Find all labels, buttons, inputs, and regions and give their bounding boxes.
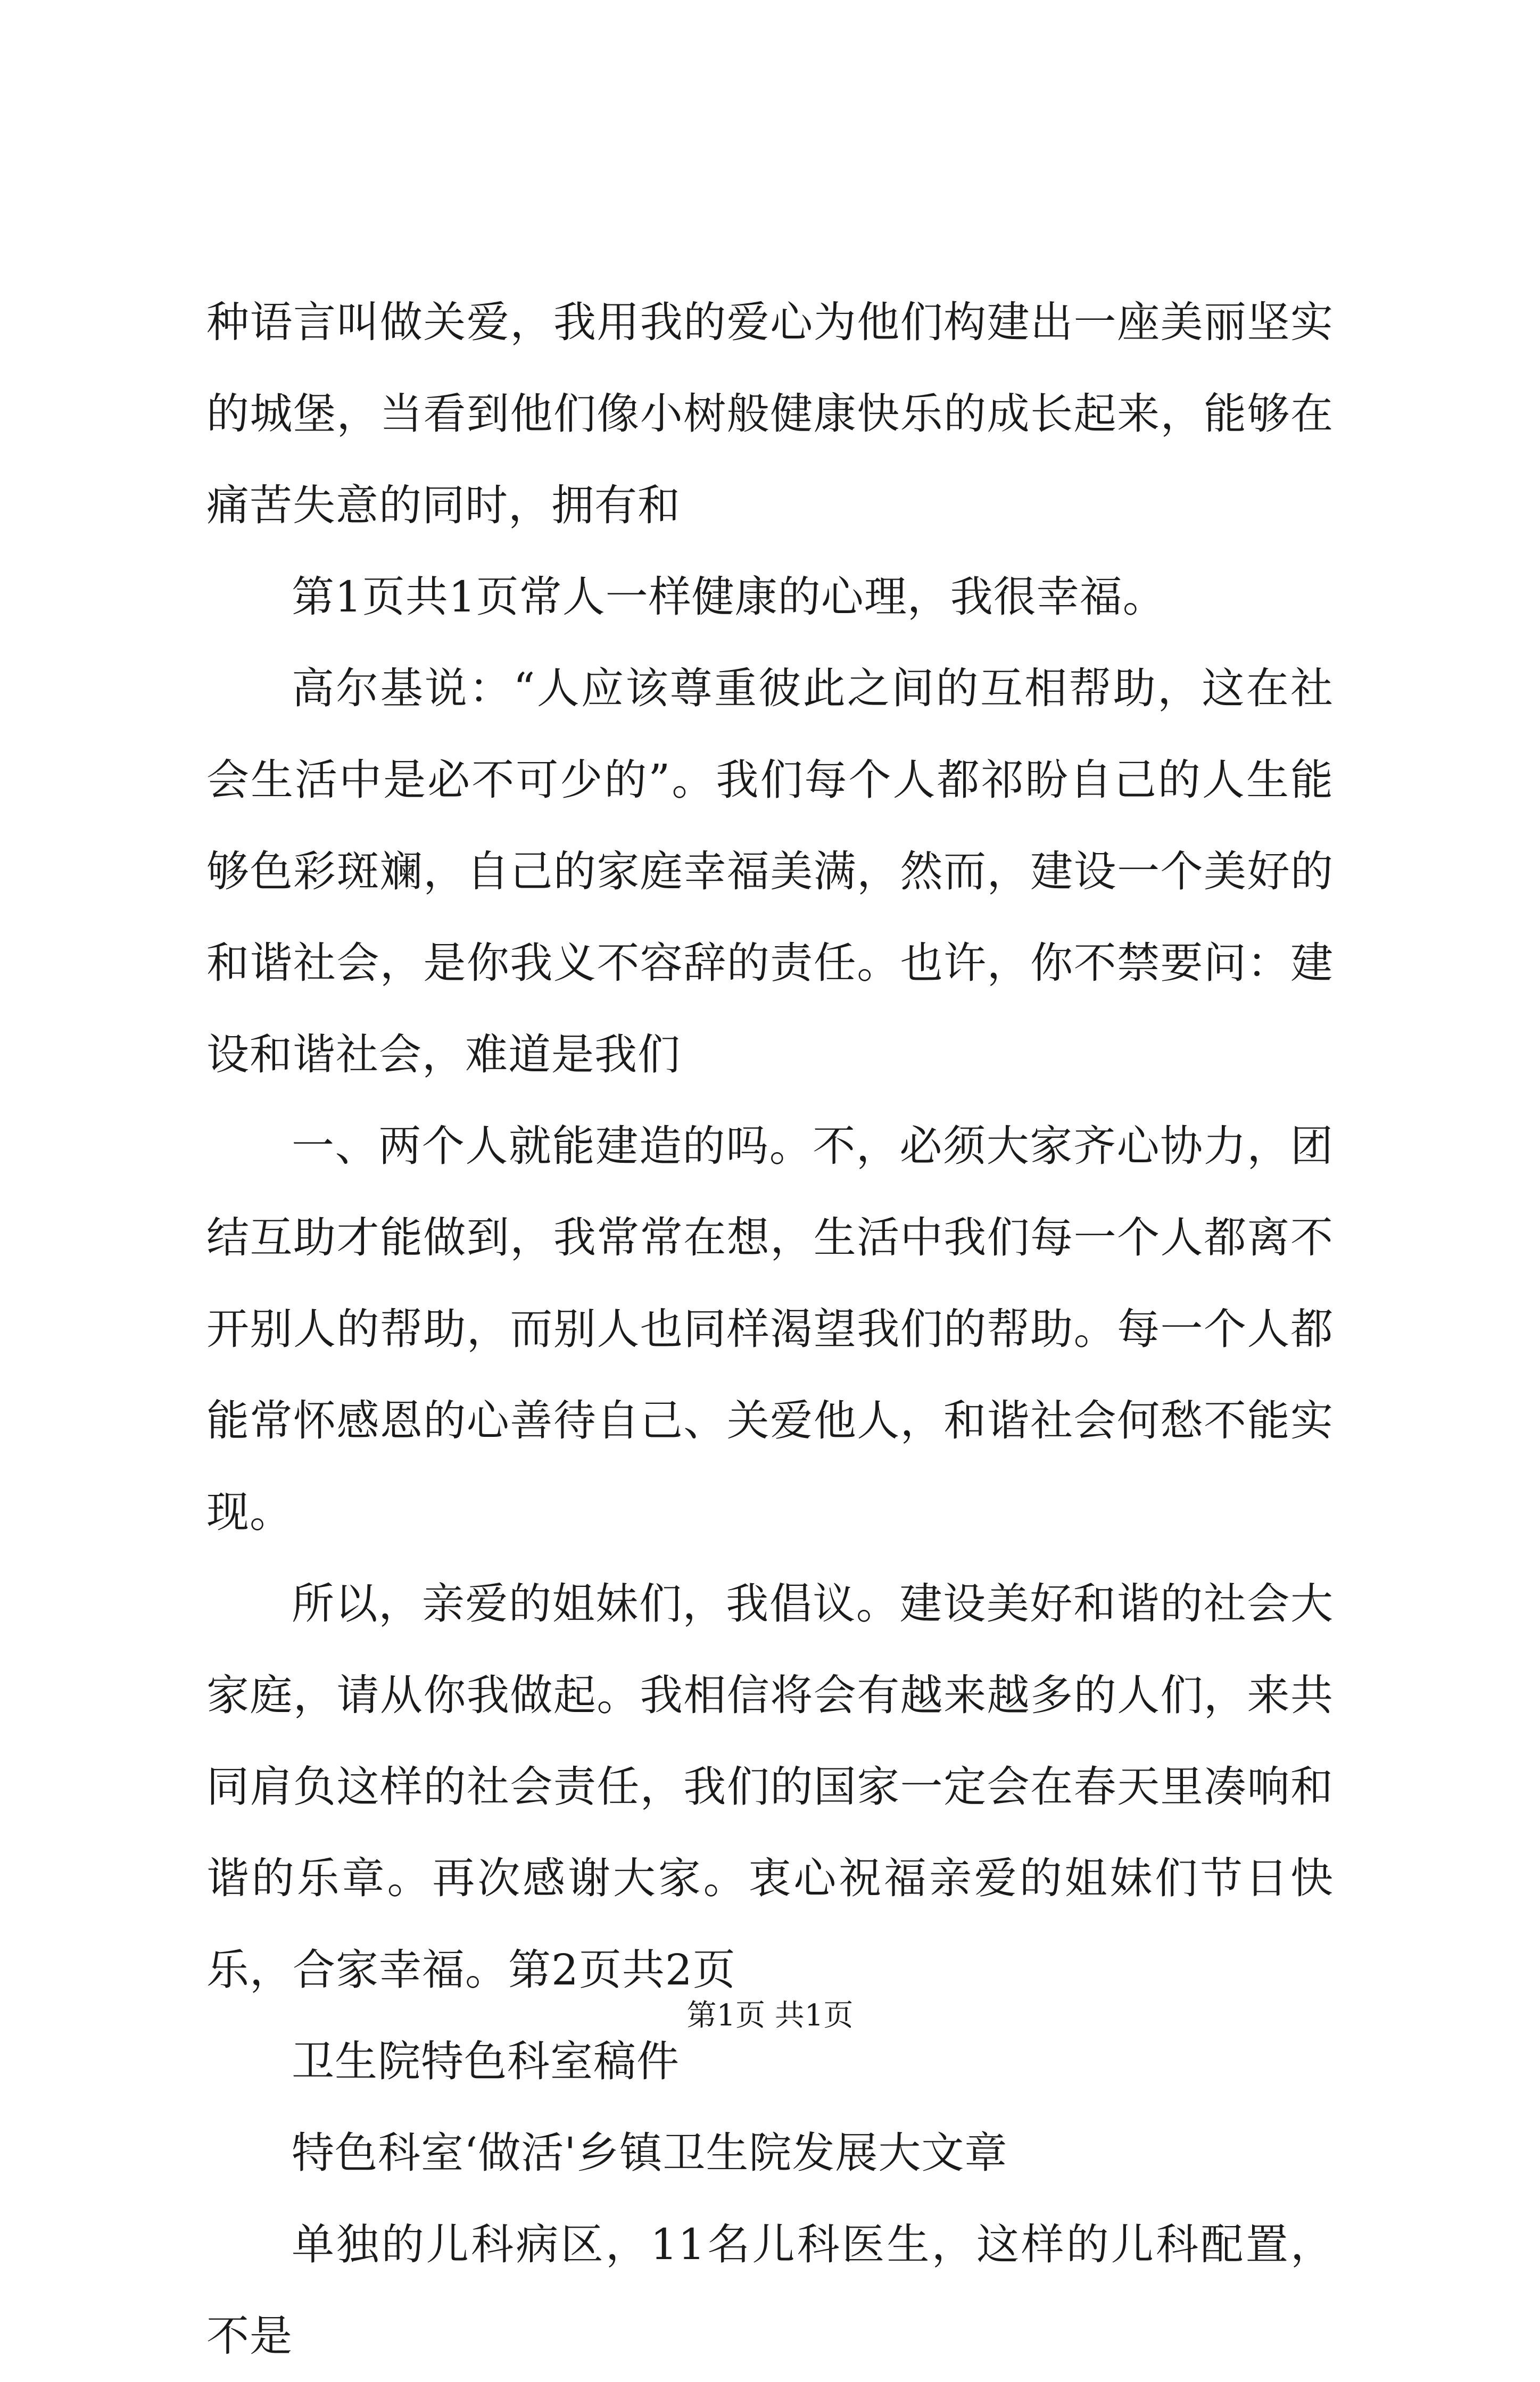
document-body: [206, 277, 1334, 2382]
paragraph: 一、两个人就能建造的吗。不，必须大家齐心协力，团结互助才能做到，我常常在想，生活中我们每一个人都离不开别人的帮助，而别人也同样渴望我们的帮助。每一个人都能常怀感恩的心善待自己、关爱他人，和谐社会何愁不能实现。: [206, 1121, 1334, 1537]
paragraph: 单独的儿科病区，11名儿科医生，这样的儿科配置，不是: [206, 2220, 1334, 2361]
heading-subtitle: 特色科室‘做活'乡镇卫生院发展大文章: [292, 2128, 1008, 2178]
heading-title: 卫生院特色科室稿件: [292, 2037, 680, 2086]
paragraph: 第1页共1页常人一样健康的心理，我很幸福。: [292, 572, 1166, 622]
paragraph: 高尔基说：“人应该尊重彼此之间的互相帮助，这在社会生活中是必不可少的”。我们每个人都祁盼自己的人生能够色彩斑斓，自己的家庭幸福美满，然而，建设一个美好的和谐社会，是你我义不容辞的责任。也许，你不禁要问：建设和谐社会，难道是我们: [206, 664, 1334, 1079]
page-footer: 第1页 共1页: [686, 1998, 854, 2033]
paragraph: 所以，亲爱的姐妹们，我倡议。建设美好和谐的社会大家庭，请从你我做起。我相信将会有越来越多的人们，来共同肩负这样的社会责任，我们的国家一定会在春天里凑响和谐的乐章。再次感谢大家。衷心祝福亲爱的姐妹们节日快乐，合家幸福。第2页共2页: [206, 1579, 1334, 1995]
paragraph: 种语言叫做关爱，我用我的爱心为他们构建出一座美丽坚实的城堡，当看到他们像小树般健康快乐的成长起来，能够在痛苦失意的同时，拥有和: [206, 297, 1334, 530]
